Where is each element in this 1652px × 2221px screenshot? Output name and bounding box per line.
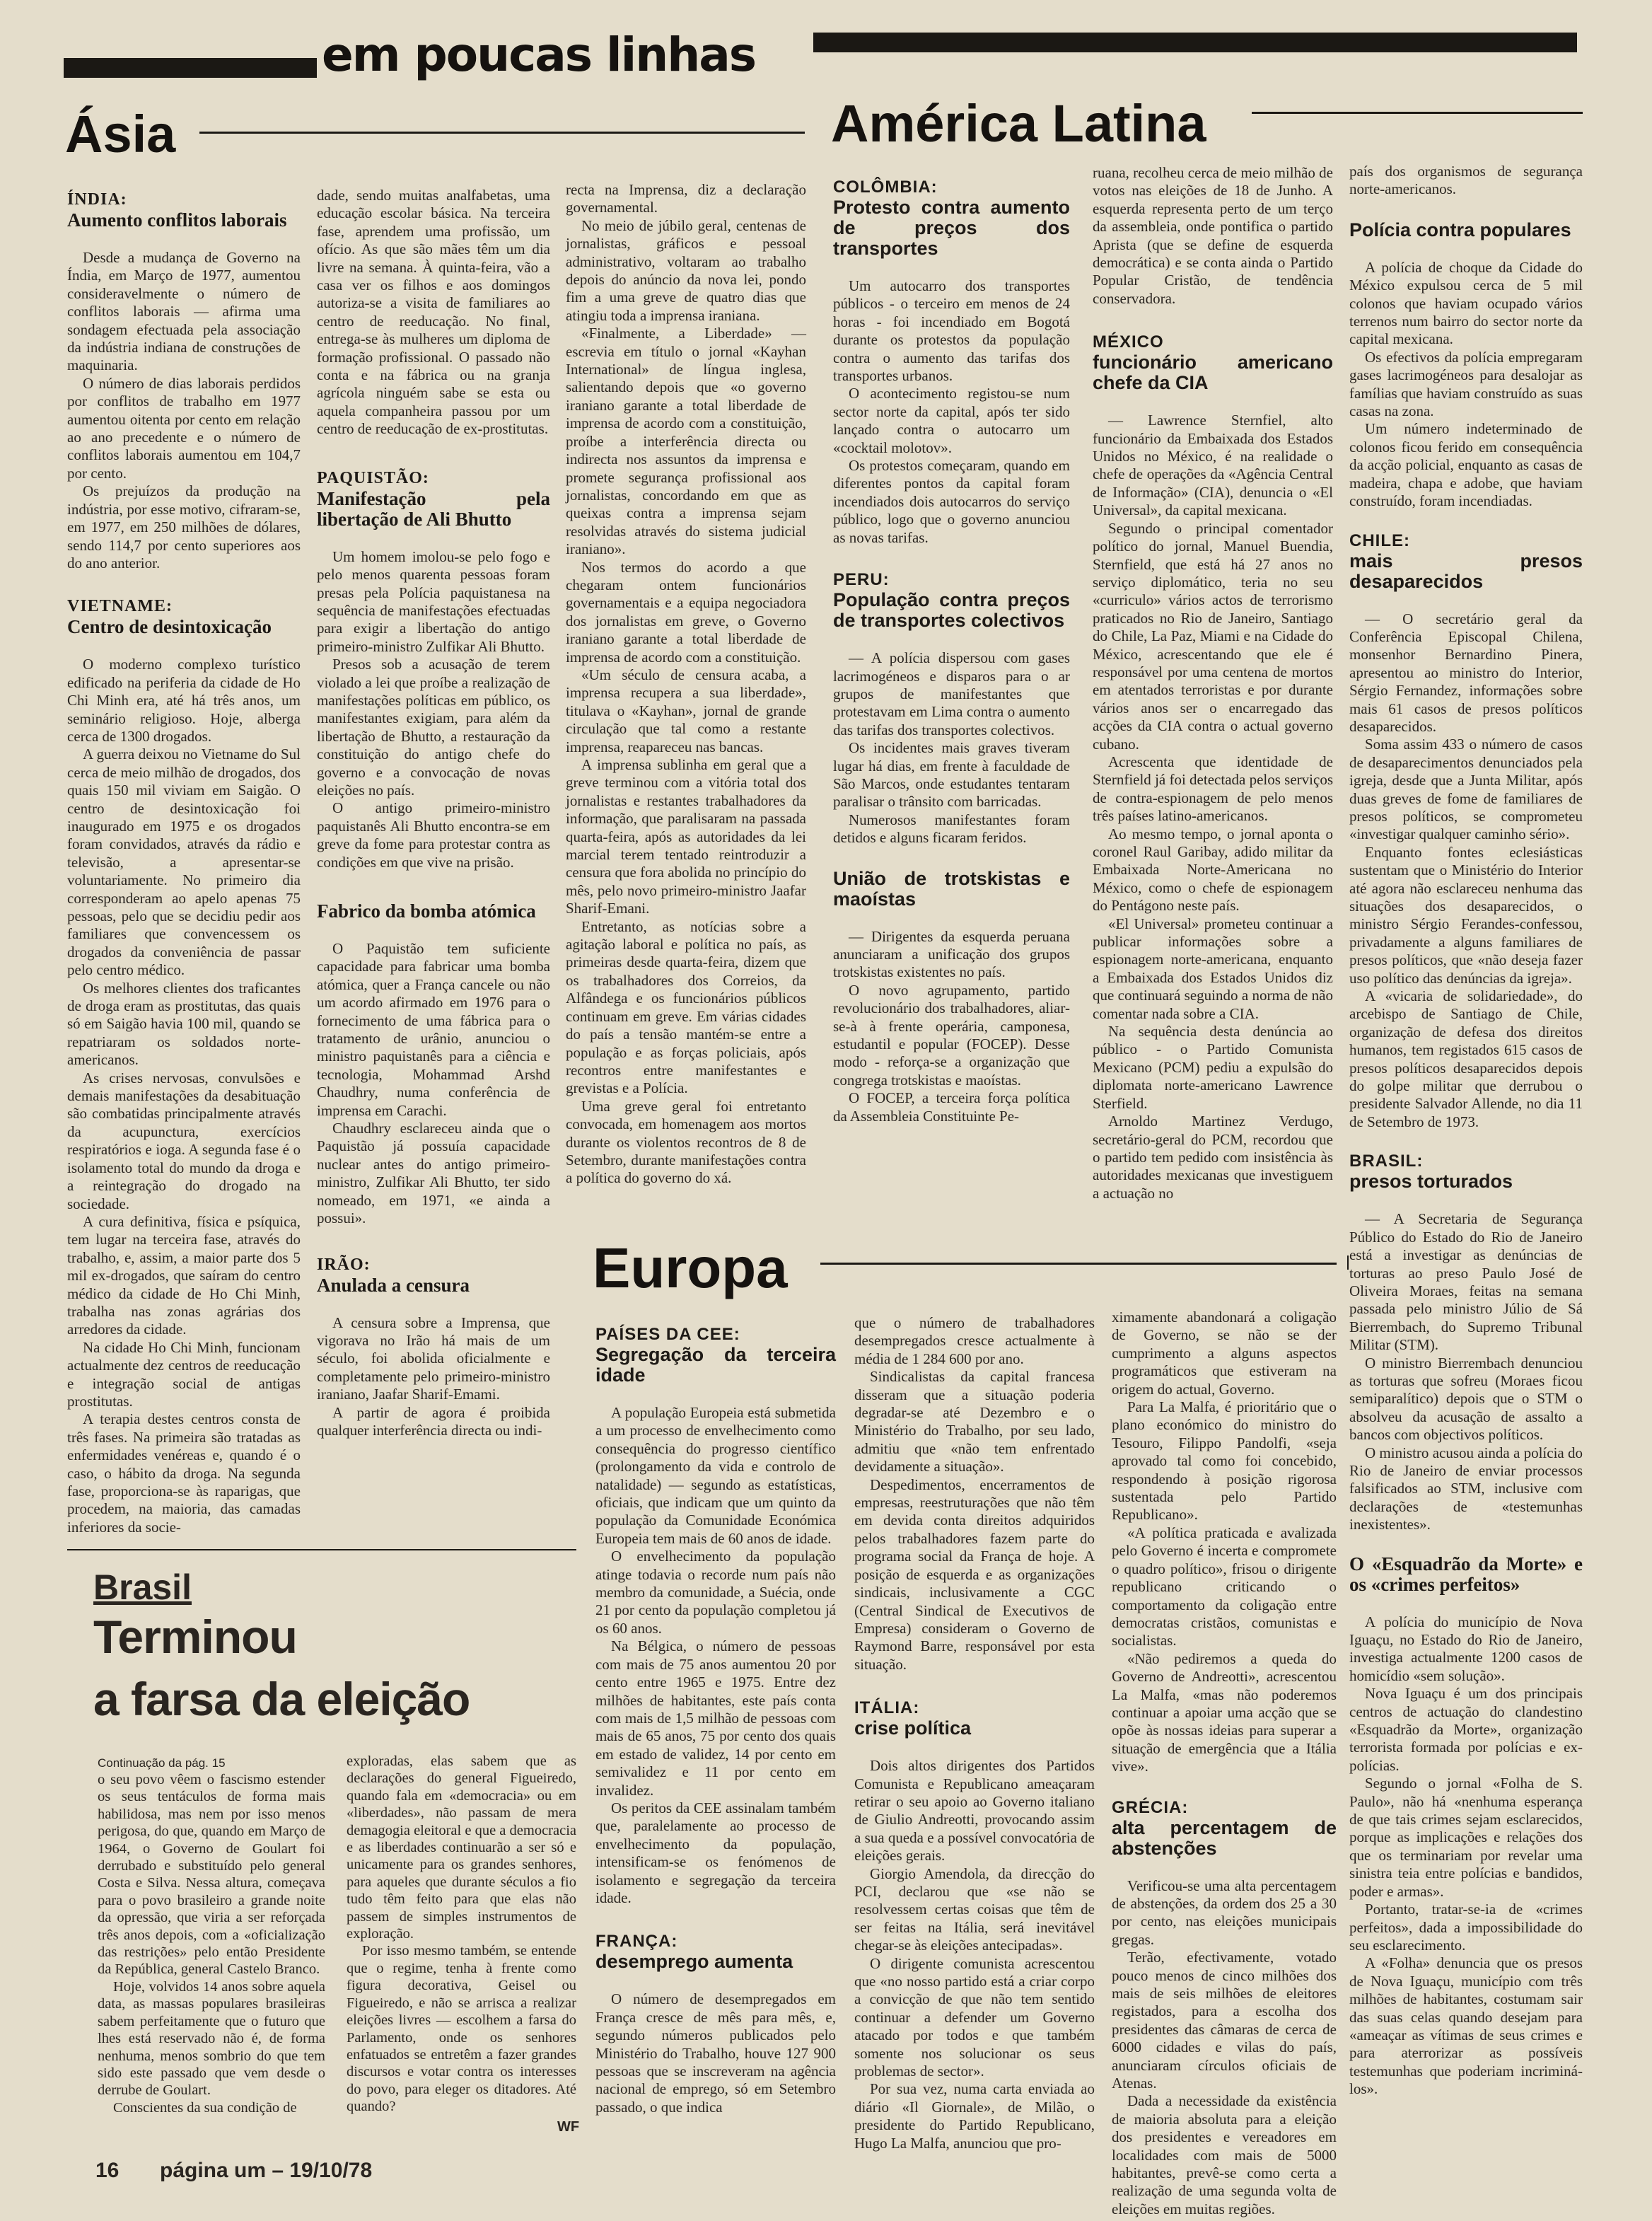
rule-right-col: [1347, 1256, 1349, 1270]
paragraph: Terão, efectivamente, votado pouco menos de cinco milhões dos mais de seis milhões de eleitores registados, para a escolha dos presidentes das câmaras de cerca de 6000 cidades e vilas do país, anunciaram círculos oficiais de Atenas.: [1112, 1949, 1337, 2092]
asia-col-3: [566, 181, 806, 1221]
paragraph: A polícia do município de Nova Iguaçu, no Estado do Rio de Janeiro, investiga actualmente 1200 casos de homicídio «sem solução».: [1349, 1613, 1583, 1684]
paragraph: Segundo o jornal «Folha de S. Paulo», não há «nenhuma esperança de que tais crimes sejam esclarecidos, porque as implicações e relações dos que os terminariam por revelar uma sinistra teia entre polícias e bandidos, poder e armas».: [1349, 1775, 1583, 1900]
paragraph: dade, sendo muitas analfabetas, uma educação escolar básica. Na terceira fase, aprendem uma profissão, um ofício. As que são mães têm um dia livre na semana. À quinta-feira, vão a casa ver os filhos e aos domingos autoriza-se a visita de familiares ao centro de reeducação. No final, entrega-se às mulheres um diploma de formação profissional. O passado não conta e na fábrica ou na granja agrícola ninguém sabe se esta ou aquela companheira passou por um centro de reeducação de ex-prostitutas.: [317, 187, 550, 438]
brasil-col-b: [347, 1753, 576, 2142]
banner-bar-right: [813, 33, 1577, 52]
subhead-chile: [1349, 530, 1583, 592]
paragraph: o seu povo vêem o fascismo estender os seus tentáculos de forma mais habilidosa, mas nem por isso menos perigosa, do que, quando em Março de 1964, o Governo de Goulart foi derrubado e substituído pelo general Costa e Silva. Nessa altura, começava para o povo brasileiro a grande noite da opressão, que viria a ser reforçada três anos depois, com a «oficialização das restrições» pelo então Presidente da República, general Castelo Branco.: [98, 1772, 325, 1978]
paragraph: O Paquistão tem suficiente capacidade para fabricar uma bomba atómica, quer a França cancele ou não um acordo afirmado em 1976 para o fornecimento de uma fábrica para o tratamento de urânio, anunciou o ministro paquistanês para a ciência e tecnologia, Mohammad Arshd Chaudhry, numa conferência de imprensa em Carachi.: [317, 940, 550, 1119]
subhead-title: crise política: [854, 1717, 972, 1739]
paragraph: que o número de trabalhadores desempregados cresce actualmente à média de 1 284 600 por ano.: [854, 1314, 1095, 1367]
paragraph: «Não pediremos a queda do Governo de Andreotti», acrescentou La Malfa, «mas não poderemos continuar a apoiar uma acção que se opõe às nossas ideias para superar a situação de emergência que a Itália vive».: [1112, 1649, 1337, 1775]
subhead-mexico: [1093, 332, 1333, 393]
paragraph: ruana, recolheu cerca de meio milhão de votos nas eleições de 18 de Junho. A esquerda representa perto de um terço da assembleia, onde pontifica o partido Aprista (que se define de esquerda democrática) e se conta ainda o Partido Popular Cristão, de tendência conservadora.: [1093, 164, 1333, 307]
subhead-paquistao: [317, 468, 550, 530]
paragraph: Ao mesmo tempo, o jornal aponta o coronel Raul Garibay, adido militar da Embaixada Norte-Americana no México, como o chefe de espionagem do Pentágono neste país.: [1093, 825, 1333, 915]
subhead-title: presos torturados: [1349, 1171, 1513, 1193]
subhead-title: União de trotskistas e maoístas: [833, 867, 1070, 910]
subhead-title: Polícia contra populares: [1349, 219, 1571, 240]
paragraph: A partir de agora é proibida qualquer interferência directa ou indi-: [317, 1403, 550, 1439]
paragraph: Acrescenta que identidade de Sternfield já foi detectada pelos serviços de contra-espionagem de pelo menos três países latino-americanos.: [1093, 753, 1333, 825]
paragraph: Soma assim 433 o número de casos de desaparecimentos denunciados pela igreja, desde que a Junta Militar, após duas greves de fome de familiares de presos políticos, se comprometeu «investigar qualquer caminho sério».: [1349, 736, 1583, 843]
paragraph: O acontecimento registou-se num sector norte da capital, após ter sido lançado contra o autocarro um «cocktail molotov».: [833, 385, 1070, 456]
paragraph: país dos organismos de segurança norte-americanos.: [1349, 163, 1583, 198]
subhead-bomba: [317, 901, 550, 922]
europa-col-8: [854, 1314, 1095, 2152]
subhead-title: Manifestação pela libertação de Ali Bhutto: [317, 487, 550, 530]
paragraph: A censura sobre a Imprensa, que vigorava no Irão há mais de um século, foi abolida oficialmente e completamente pelo primeiro-ministro iraniano, Jaafar Sharif-Emami.: [317, 1314, 550, 1403]
subhead-tag: VIETNAME:: [67, 597, 173, 616]
paragraph: Um homem imolou-se pelo fogo e pelo menos quarenta pessoas foram presas pela Polícia paquistanesa na sequência de manifestações efectuadas para exigir a libertação do antigo primeiro-ministro Zulfikar Ali Bhutto.: [317, 547, 550, 655]
paragraph: A terapia destes centros consta de três fases. Na primeira são tratadas as enfermidades venéreas e, quando é o caso, o hábito da droga. Na segunda fase, proporciona-se às raparigas, que procedem, na maioria, das camadas inferiores da socie-: [67, 1410, 301, 1536]
paragraph: — A polícia dispersou com gases lacrimogéneos e disparos para o ar grupos de manifestantes que protestavam em Lima contra o aumento das tarifas dos transportes colectivos.: [833, 649, 1070, 738]
paragraph: Os efectivos da polícia empregaram gases lacrimogéneos para desalojar as famílias que haviam construído as suas casas na zona.: [1349, 348, 1583, 420]
paragraph: A «vicaria de solidariedade», do arcebispo de Santiago de Chile, organização de defesa dos direitos humanos, tem registados 615 casos de presos políticos desaparecidos depois do golpe militar que derrubou o presidente Salvador Allende, no dia 11 de Setembro de 1973.: [1349, 987, 1583, 1130]
subhead-italia: [854, 1698, 1095, 1739]
rule-europa: [820, 1263, 1337, 1265]
paragraph: O envelhecimento da população atinge todavia o recorde num país não membro da comunidade, a Suécia, onde 21 por cento da população completou já os 60 anos.: [595, 1548, 836, 1637]
paragraph: Um número indeterminado de colonos ficou ferido em consequência da acção policial, enquanto as casas de madeira, chapa e adobe, que haviam construído, foram incendiadas.: [1349, 420, 1583, 510]
subhead-title: Protesto contra aumento de preços dos transportes: [833, 197, 1070, 259]
subhead-colombia: [833, 177, 1070, 259]
banner-title: em poucas linhas: [322, 28, 756, 82]
paragraph: Conscientes da sua condição de: [113, 2099, 297, 2116]
paragraph: Na Bélgica, o número de pessoas com mais de 75 anos aumentou 20 por cento entre 1965 e 1975. Entre dez milhões de habitantes, este país conta com mais de 1,5 milhão de pessoas com mais de 65 anos, 75 por cento dos quais em estado de validez, 14 por cento em semivalidez e 11 por cento em invalidez.: [595, 1637, 836, 1799]
paragraph: A «Folha» denuncia que os presos de Nova Iguaçu, município com três milhões de habitantes, costumam sair das suas celas quando desejam para «ameaçar as vítimas de seus crimes e para aterrorizar as possíveis testemunhas que poderiam incriminá-los».: [1349, 1954, 1583, 2098]
paragraph: O ministro acusou ainda a polícia do Rio de Janeiro de enviar processos falsificados ao STM, inclusive com declarações de «testemunhas inexistentes».: [1349, 1444, 1583, 1533]
paragraph: Presos sob a acusação de terem violado a lei que proíbe a realização de manifestações políticas em público, os manifestantes exigiam, para além da libertação de Bhutto, a restauração da constituição do antigo chefe do governo e a convocação de novas eleições no país.: [317, 656, 550, 799]
subhead-policia: [1349, 220, 1583, 240]
subhead-brasil-presos: [1349, 1151, 1583, 1192]
subhead-tag: PAQUISTÃO:: [317, 468, 429, 487]
paragraph: Dois altos dirigentes dos Partidos Comunista e Republicano ameaçaram retirar o seu apoio ao Governo italiano de Giulio Andreotti, provocando assim a sua queda e a possível convocatória de eleições gerais.: [854, 1757, 1095, 1865]
paragraph: Numerosos manifestantes foram detidos e alguns ficaram feridos.: [833, 811, 1070, 847]
paragraph: Dada a necessidade da existência de maioria absoluta para a eleição dos presidentes e vereadores em localidades com mais de 5000 habitantes, prevê-se como certa a realização de uma segunda volta de eleições em muitas regiões.: [1112, 2092, 1337, 2217]
paragraph: A guerra deixou no Vietname do Sul cerca de meio milhão de drogados, dos quais 150 mil viviam em Saigão. O centro de desintoxicação foi inaugurado em 1975 e os drogados foram convidados, através da rádio e televisão, a apresentar-se voluntariamente. No primeiro dia corresponderam ao apelo apenas 75 pessoas, pelo que se decidiu pedir aos familiares que convencessem os drogados da conveniência de passar pelo centro médico.: [67, 746, 301, 979]
subhead-title: Aumento conflitos laborais: [67, 209, 287, 231]
brasil-signature: WF: [557, 2119, 580, 2135]
paragraph: O número de dias laborais perdidos por conflitos de trabalho em 1977 aumentou oitenta por cento em relação ao ano precedente e o número de conflitos laborais aumentou em 104,7 por cento.: [67, 374, 301, 482]
paragraph: Uma greve geral foi entretanto convocada, em homenagem aos mortos durante os violentos recontros de 8 de Setembro, durante manifestações contra a política do governo do xá.: [566, 1097, 806, 1187]
subhead-franca: [595, 1931, 836, 1972]
subhead-tag: ITÁLIA:: [854, 1698, 920, 1718]
subhead-peru: [833, 569, 1070, 631]
subhead-india: [67, 190, 301, 231]
paragraph: Enquanto fontes eclesiásticas sustentam que o Ministério do Interior até agora não esclareceu nenhuma das situações dos desaparecidos, o ministro Sérgio Ferandes-confessou, privadamente a alguns familiares de presos políticos, que «não deseja fazer uso político das denúncias da igreja».: [1349, 843, 1583, 987]
paragraph: Entretanto, as notícias sobre a agitação laboral e política no país, as primeiras desde quarta-feira, dizem que os trabalhadores dos Correios, da Alfândega e os funcionários públicos continuam em greve. Em várias cidades do país a tensão mantém-se entre a população e as forças policiais, após recontros entre manifestantes e grevistas e a Polícia.: [566, 917, 806, 1097]
paragraph: O FOCEP, a terceira força política da Assembleia Constituinte Pe-: [833, 1089, 1070, 1125]
paragraph: O dirigente comunista acrescentou que «no nosso partido está a criar corpo a convicção de que não tem sentido continuar a defender um Governo atacado por todos e que também somente nos solucionar os seus problemas de sector».: [854, 1954, 1095, 2080]
rule-asia: [199, 132, 805, 134]
section-head-asia: Ásia: [65, 105, 176, 163]
paragraph: O moderno complexo turístico edificado na periferia da cidade de Ho Chi Minh era, até há três anos, um seminário religioso. Hoje, alberga cerca de 1300 drogados.: [67, 656, 301, 745]
brasil-kicker: Brasil: [93, 1567, 192, 1607]
paragraph: Giorgio Amendola, da direcção do PCI, declarou que «se não se resolvessem certas coisas que têm de ser feitas na Itália, será inevitável chegar-se às eleições antecipadas».: [854, 1865, 1095, 1954]
subhead-tag: COLÔMBIA:: [833, 178, 938, 197]
paragraph: Os melhores clientes dos traficantes de droga eram as prostitutas, das quais só em Saigão havia 100 mil, quando se repatriaram os soldados norte-americanos.: [67, 979, 301, 1069]
banner-bar-left: [64, 58, 317, 78]
paragraph: O ministro Bierrembach denunciou as torturas que sofreu (Moraes ficou semiparalítico) depois que o STM o absolveu da acusação de assalto a bancos com objectivos políticos.: [1349, 1354, 1583, 1444]
subhead-title: População contra preços de transportes colectivos: [833, 589, 1070, 632]
paragraph: Portanto, tratar-se-ia de «crimes perfeitos», dada a impossibilidade do seu esclarecimento.: [1349, 1901, 1583, 1954]
subhead-title: Segregação da terceira idade: [595, 1344, 836, 1386]
paragraph: O novo agrupamento, partido revolucionário dos trabalhadores, aliar-se-à à frente operária, camponesa, estudantil e popular (FOCEP). Desse modo - reforça-se a organização que congrega trotskistas e maoístas.: [833, 981, 1070, 1089]
subhead-tag: ÍNDIA:: [67, 190, 127, 209]
paragraph: — Lawrence Sternfiel, alto funcionário da Embaixada dos Estados Unidos no México, é na realidade o chefe de operações da «Agência Central de Informação» (CIA), denuncia o «El Universal», da capital mexicana.: [1093, 412, 1333, 519]
paragraph: Um autocarro dos transportes públicos - o terceiro em menos de 24 horas - foi incendiado em Bogotá durante os protestos da população contra o aumento das tarifas dos transportes urbanos.: [833, 277, 1070, 385]
paragraph: «A política praticada e avalizada pelo Governo é incerta e compromete o quadro político», frisou o dirigente republicano criticando o comportamento da coligação entre democratas cristãos, comunistas e socialistas.: [1112, 1524, 1337, 1649]
subhead-tag: BRASIL:: [1349, 1152, 1424, 1171]
subhead-tag: FRANÇA:: [595, 1932, 678, 1952]
paragraph: Sindicalistas da capital francesa disseram que a situação poderia degradar-se até Dezembro e o Ministério do Trabalho, por seu lado, admitiu que «não tem enfrentado devidamente a situação».: [854, 1368, 1095, 1475]
paragraph: exploradas, elas sabem que as declarações do general Figueiredo, quando fala em «democracia» ou em «liberdades», não passam de mera demagogia eleitoral e que a democracia e as liberdades continuarão a ser só e unicamente para os grandes senhores, para aqueles que durante séculos a fio tudo têm feito para que elas não passem de simples instrumentos de exploração.: [347, 1753, 576, 1942]
subhead-title: Centro de desintoxicação: [67, 616, 272, 638]
paragraph: Nova Iguaçu é um dos principais centros de actuação do clandestino «Esquadrão da Morte», organização terrorista formada por polícias e ex-polícias.: [1349, 1685, 1583, 1774]
subhead-tag: IRÃO:: [317, 1255, 371, 1274]
paragraph: Hoje, volvidos 14 anos sobre aquela data, as massas populares brasileiras sabem perfeitamente que o futuro que lhes está reservado não é, de forma nenhuma, menos sombrio do que tem sido este passado que vem desde o derrube de Goulart.: [98, 1978, 325, 2099]
subhead-title: mais presos desaparecidos: [1349, 550, 1583, 592]
paragraph: Os incidentes mais graves tiveram lugar há dias, em frente à faculdade de São Marcos, onde estudantes tentaram paralisar o trânsito com barricadas.: [833, 739, 1070, 811]
subhead-tag: PAÍSES DA CEE:: [595, 1325, 740, 1344]
paragraph: Os peritos da CEE assinalam também que, paralelamente ao processo de envelhecimento da população, intensificam-se os fenómenos de isolamento e segregação da terceira idade.: [595, 1799, 836, 1906]
footer-paper-date: página um – 19/10/78: [160, 2159, 373, 2182]
europa-col-9: [1112, 1309, 1337, 2217]
paragraph: O número de desempregados em França cresce de mês para mês, e, segundo números publicados pelo Ministério do Trabalho, houve 127 900 pessoas que se inscreveram na agência nacional de emprego, só em Setembro passado, o que indica: [595, 1990, 836, 2116]
paragraph: Os protestos começaram, quando em diferentes pontos da capital foram incendiados dois autocarros do serviço público, logo que o governo anunciou as novas tarifas.: [833, 457, 1070, 546]
subhead-title: desemprego aumenta: [595, 1951, 793, 1973]
subhead-tag: GRÉCIA:: [1112, 1797, 1189, 1817]
paragraph: Para La Malfa, é prioritário que o plano económico do ministro do Tesouro, Filippo Pandolfi, «seja aprovado tal como foi concebido, respondendo à posição rigorosa sustentada pelo Partido Republicano».: [1112, 1398, 1337, 1524]
subhead-tag: CHILE:: [1349, 530, 1410, 550]
subhead-title: funcionário americano chefe da CIA: [1093, 352, 1333, 394]
subhead-title: O «Esquadrão da Morte» e os «crimes perfeitos»: [1349, 1553, 1583, 1595]
brasil-title-line1: Terminou: [93, 1611, 297, 1663]
paragraph: Arnoldo Martinez Verdugo, secretário-geral do PCM, recordou que o partido tem pedido com insistência às autoridades mexicanas que investiguem a actuação no: [1093, 1113, 1333, 1202]
rule-asia-bottom: [67, 1549, 576, 1550]
paragraph: — A Secretaria de Segurança Público do Estado do Rio de Janeiro está a investigar as denúncias de torturas ao preso Paulo José de Oliveira Moraes, feitas na semana passada pelo ministro Júlio de Sá Bierrembach, do Supremo Tribunal Militar (STM).: [1349, 1210, 1583, 1354]
latin-col-4: [833, 177, 1070, 1224]
section-head-latin: América Latina: [831, 94, 1206, 153]
paragraph: recta na Imprensa, diz a declaração governamental.: [566, 181, 806, 216]
subhead-title: alta percentagem de abstenções: [1112, 1816, 1337, 1859]
paragraph: «El Universal» prometeu continuar a publicar informações sobre a espionagem norte-americana, enquanto a Embaixada dos Estados Unidos diz que continuará seguindo a norma de não comentar nada sobre a CIA.: [1093, 915, 1333, 1022]
asia-col-2: [317, 187, 550, 1534]
paragraph: Nos termos do acordo a que chegaram ontem funcionários governamentais e a equipa negociadora dos jornalistas em greve, o Governo iraniano garante a total liberdade de imprensa de acordo com a constituição.: [566, 558, 806, 666]
subhead-uniao: [833, 869, 1070, 910]
paragraph: ximamente abandonará a coligação de Governo, se não se der cumprimento a alguns aspectos programáticos que estiveram na origem do actual, Governo.: [1112, 1309, 1337, 1398]
paragraph: — Dirigentes da esquerda peruana anunciaram a unificação dos grupos trotskistas existentes no país.: [833, 927, 1070, 981]
subhead-grecia: [1112, 1797, 1337, 1859]
subhead-esquadrao: [1349, 1554, 1583, 1595]
paragraph: O antigo primeiro-ministro paquistanês Ali Bhutto encontra-se em greve da fome para protestar contra as condições em que vive na prisão.: [317, 799, 550, 871]
subhead-title: Fabrico da bomba atómica: [317, 900, 536, 922]
paragraph: Por sua vez, numa carta enviada ao diário «Il Giornale», de Milão, o presidente do Partido Republicano, Hugo La Malfa, anunciou que pro-: [854, 2080, 1095, 2152]
paragraph: A população Europeia está submetida a um processo de envelhecimento como consequência do progresso científico (prolongamento da vida e controlo de natalidade) — segundo as estatísticas, oficiais, que indicam que um quinto da população da Comunidade Económica Europeia tem mais de 60 anos de idade.: [595, 1404, 836, 1547]
subhead-tag: MÉXICO: [1093, 332, 1164, 352]
asia-col-1: [67, 190, 301, 1537]
section-head-europa: Europa: [593, 1236, 788, 1299]
subhead-irao: [317, 1255, 550, 1296]
continuation-note: Continuação da pág. 15: [98, 1756, 226, 1770]
paragraph: Segundo o principal comentador político do jornal, Manuel Buendia, Sternfield, que está há 27 anos no serviço diplomático, teria no seu «curriculo» vários actos de terrorismo praticados no Rio de Janeiro, Santiago do Chile, La Paz, Miami e na Cidade do México, acrescentando que ele é responsável por uma centena de mortos em atentados terroristas e por durante vários anos ser o encarregado das acções da CIA contra o actual governo cubano.: [1093, 519, 1333, 753]
latin-col-6: [1349, 163, 1583, 2179]
paragraph: Por isso mesmo também, se entende que o regime, tenha à frente como figura decorativa, Geisel ou Figueiredo, e não se arrisca a realizar eleições livres — escolhem a farsa do Parlamento, onde os senhores enfatuados se entretêm a fazer grandes discursos e votar contra os interesses do povo, para eleger os ditadores. Até quando?: [347, 1943, 576, 2115]
paragraph: «Um século de censura acaba, a imprensa recupera a sua liberdade», titulava o «Kayhan», jornal de grande circulação que tal como a restante imprensa, reapareceu nas bancas.: [566, 666, 806, 755]
paragraph: Verificou-se uma alta percentagem de abstenções, da ordem dos 25 a 30 por cento, nas eleições municipais gregas.: [1112, 1877, 1337, 1948]
brasil-col-a: [98, 1756, 325, 2145]
latin-col-5: [1093, 164, 1333, 1225]
paragraph: No meio de júbilo geral, centenas de jornalistas, gráficos e pessoal administrativo, voltaram ao trabalho depois do anúncio da nova lei, pondo fim a uma greve de quatro dias que atingiu toda a imprensa iraniana.: [566, 216, 806, 324]
rule-latin: [1252, 112, 1583, 114]
paragraph: Os prejuízos da produção na indústria, por esse motivo, cifraram-se, em 1977, em 250 milhões de dólares, sendo 114,7 por cento superiores aos do ano anterior.: [67, 482, 301, 572]
paragraph: A cura definitiva, física e psíquica, tem lugar na terceira fase, através do trabalho, e, assim, a maior parte dos 5 mil ex-drogados, que saíram do centro médico da cidade de Ho Chi Minh, trabalha nas zonas agrárias dos arredores da cidade.: [67, 1212, 301, 1338]
paragraph: Despedimentos, encerramentos de empresas, reestruturações que não têm em devida conta direitos adquiridos pelos trabalhadores fazem parte do programa social da França de hoje. A posição de esquerda e as organizações sindicais, inclusivamente a CGC (Central Sindical de Executivos de Empresa) consideram o Governo de Raymond Barre, responsável por esta situação.: [854, 1475, 1095, 1673]
subhead-cee: [595, 1324, 836, 1386]
paragraph: «Finalmente, a Liberdade» — escrevia em título o jornal «Kayhan International» de língua inglesa, salientando depois que «o governo iraniano garante a total liberdade de imprensa de acordo com a constituição, proíbe a interferência directa ou indirecta nos assuntos da imprensa e promete segurança profissional aos jornalistas, concordando em que as queixas contra a imprensa sejam resolvidas através do sistema judicial iraniano».: [566, 325, 806, 558]
paragraph: Na cidade Ho Chi Minh, funcionam actualmente dez centros de reeducação e integração social de antigas prostitutas.: [67, 1338, 301, 1410]
subhead-title: Anulada a censura: [317, 1274, 470, 1296]
paragraph: Na sequência desta denúncia ao público - o Partido Comunista Mexicano (PCM) pediu a expulsão do diplomata norte-americano Lawrence Sterfield.: [1093, 1023, 1333, 1112]
footer-page-number: 16: [95, 2159, 120, 2182]
paragraph: Desde a mudança de Governo na Índia, em Março de 1977, aumentou consideravelmente o número de conflitos laborais — afirma uma sondagem efectuada pela associação da indústria indiana de construções de maquinaria.: [67, 249, 301, 374]
subhead-vietname: [67, 596, 301, 637]
paragraph: A imprensa sublinha em geral que a greve terminou com a vitória total dos jornalistas e restantes trabalhadores da informação, que paralisaram na passada quarta-feira, após as autoridades da lei marcial terem tentado reintroduzir a censura que fora abolida no princípio do mês, pelo novo primeiro-ministro Jaafar Sharif-Emani.: [566, 756, 806, 917]
paragraph: As crises nervosas, convulsões e demais manifestações da desabituação são combatidas principalmente através da acupunctura, exercícios respiratórios e ioga. A segunda fase é o isolamento total do mundo da droga e a reintegração do drogado na sociedade.: [67, 1069, 301, 1212]
paragraph: — O secretário geral da Conferência Episcopal Chilena, monsenhor Bernardino Pinera, apresentou ao ministro do Interior, Sérgio Fernandez, informações sobre mais 61 casos de presos políticos desaparecidos.: [1349, 610, 1583, 735]
subhead-tag: PERU:: [833, 570, 890, 590]
europa-col-7: [595, 1324, 836, 2145]
paragraph: A polícia de choque da Cidade do México expulsou cerca de 5 mil colonos que haviam ocupado vários terrenos num bairro do sector norte da capital mexicana.: [1349, 258, 1583, 348]
paragraph: Chaudhry esclareceu ainda que o Paquistão já possuía capacidade nuclear antes do antigo primeiro-ministro, Zulfikar Ali Bhutto, ter sido nomeado, em 1971, «e ainda a possui».: [317, 1120, 550, 1227]
brasil-title-line2: a farsa da eleição: [93, 1673, 470, 1725]
